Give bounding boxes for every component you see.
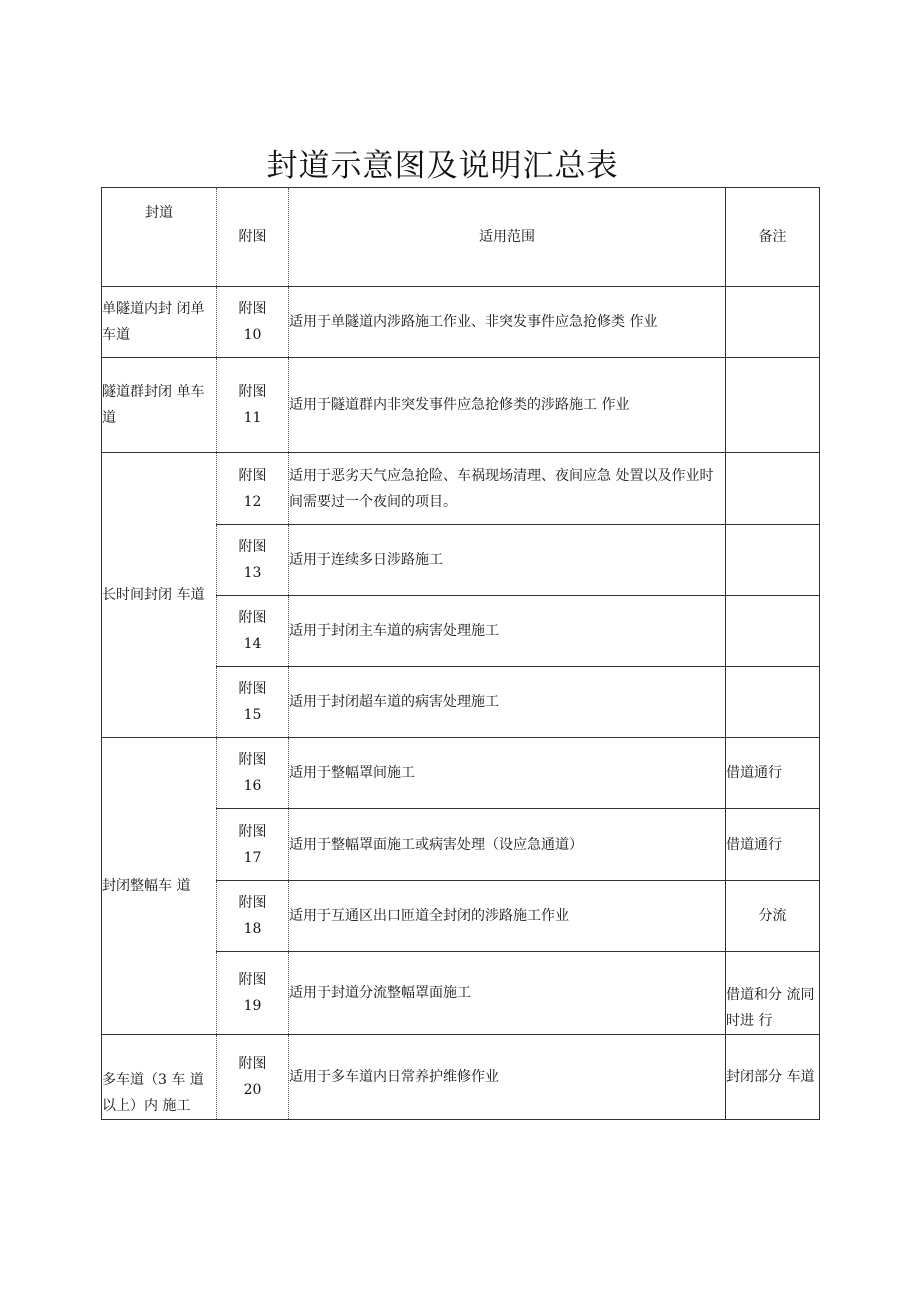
table-row [102,358,820,453]
figure-label: 附图 [238,610,267,626]
category-cell: 长时间封闭 车道 [102,453,217,738]
category-cell: 多车道（3 车 道以上）内 施工 [102,1035,217,1120]
figure-cell [217,596,289,667]
scope-cell: 适用于整幅罩面施工或病害处理（设应急通道） [289,809,726,881]
figure-cell [217,453,289,525]
figure-cell [217,1035,289,1120]
figure-cell [217,738,289,809]
note-cell [726,358,820,453]
note-cell [726,453,820,525]
category-cell: 封闭整幅车 道 [102,738,217,1035]
scope-cell: 适用于多车道内日常养护维修作业 [289,1035,726,1120]
table-row [102,287,820,358]
header-note: 备注 [726,188,820,287]
table-row [102,1035,820,1120]
page-title: 封道示意图及说明汇总表 [266,148,619,184]
scope-cell: 适用于互通区出口匝道全封闭的涉路施工作业 [289,881,726,952]
figure-label: 附图 [238,1056,267,1072]
table-row [102,453,820,525]
figure-number: 19 [243,998,262,1014]
figure-cell [217,952,289,1035]
figure-label: 附图 [238,301,267,317]
figure-label: 附图 [238,823,267,840]
figure-number: 16 [243,778,262,794]
figure-number: 15 [243,707,262,723]
figure-number: 20 [243,1082,262,1098]
figure-number: 13 [243,565,262,581]
note-cell [726,667,820,738]
figure-cell [217,667,289,738]
figure-label: 附图 [238,972,267,988]
figure-number: 11 [243,410,262,426]
figure-cell [217,358,289,453]
category-cell: 单隧道内封 闭单车道 [102,287,217,358]
scope-cell: 适用于单隧道内涉路施工作业、非突发事件应急抢修类 作业 [289,287,726,358]
header-row [102,188,820,287]
note-cell [726,596,820,667]
note-cell [726,525,820,596]
figure-number: 12 [243,493,262,510]
figure-cell [217,881,289,952]
figure-number: 14 [243,636,262,652]
note-cell: 借道通行 [726,809,820,881]
scope-cell: 适用于封闭超车道的病害处理施工 [289,667,726,738]
note-cell: 借道通行 [726,738,820,809]
header-figure: 附图 [217,188,289,287]
note-cell [726,287,820,358]
figure-label: 附图 [238,467,267,484]
header-category: 封道 [102,188,217,287]
table-row [102,738,820,809]
note-cell: 借道和分 流同时进 行 [726,952,820,1035]
figure-label: 附图 [238,752,267,768]
scope-cell: 适用于恶劣天气应急抢险、车祸现场清理、夜间应急 处置以及作业时间需要过一个夜间的项目。 [289,453,726,525]
scope-cell: 适用于连续多日涉路施工 [289,525,726,596]
scope-cell: 适用于整幅罩间施工 [289,738,726,809]
scope-cell: 适用于隧道群内非突发事件应急抢修类的涉路施工 作业 [289,358,726,453]
figure-number: 17 [243,849,262,866]
figure-label: 附图 [238,384,267,400]
figure-cell [217,525,289,596]
scope-cell: 适用于封道分流整幅罩面施工 [289,952,726,1035]
category-cell: 隧道群封闭 单车道 [102,358,217,453]
figure-number: 10 [243,327,262,343]
note-cell: 封闭部分 车道 [726,1035,820,1120]
figure-label: 附图 [238,539,267,555]
summary-table [101,187,820,1120]
figure-label: 附图 [238,681,267,697]
figure-cell [217,809,289,881]
note-cell: 分流 [726,881,820,952]
header-scope: 适用范围 [289,188,726,287]
scope-cell: 适用于封闭主车道的病害处理施工 [289,596,726,667]
figure-cell [217,287,289,358]
figure-label: 附图 [238,895,267,911]
figure-number: 18 [243,921,262,937]
